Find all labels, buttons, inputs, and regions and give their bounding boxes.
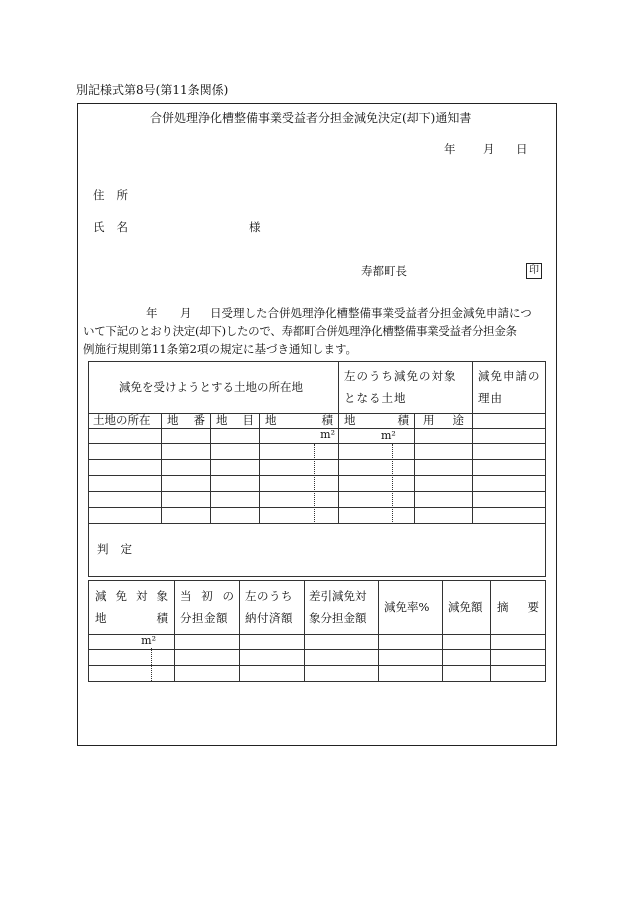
square-meter-unit: m² xyxy=(320,428,335,441)
honorific: 様 xyxy=(249,220,261,234)
table-row xyxy=(89,650,546,666)
year-label: 年 xyxy=(444,142,456,156)
col-lot-number: 地 番 xyxy=(162,414,211,429)
seal-mark: 印 xyxy=(526,263,542,279)
col-net-reduction: 差引減免対 象分担金額 xyxy=(305,581,379,635)
col-target-area: 地 積 xyxy=(339,414,415,429)
col-reason-empty xyxy=(473,414,546,429)
col-paid-amount: 左のうち 納付済額 xyxy=(240,581,305,635)
month-label: 月 xyxy=(483,142,495,156)
form-title: 合併処理浄化槽整備事業受益者分担金減免決定(却下)通知書 xyxy=(150,111,472,125)
target-land-header: 左のうち減免の対象 となる土地 xyxy=(339,362,473,414)
body-line2: いて下記のとおり決定(却下)したので、寿都町合併処理浄化槽整備事業受益者分担金条 xyxy=(83,324,517,338)
name-label: 氏 名 xyxy=(93,220,128,234)
table-row xyxy=(89,492,546,508)
application-table xyxy=(88,361,546,577)
col-initial-amount: 当 初 の 分担金額 xyxy=(175,581,240,635)
col-land-location: 土地の所在 xyxy=(89,414,162,429)
table-row xyxy=(89,429,546,444)
body-line3: 例施行規則第11条第2項の規定に基づき通知します。 xyxy=(83,342,358,356)
address-label: 住 所 xyxy=(93,188,128,202)
col-reduction-rate: 減免率% xyxy=(379,581,443,635)
body-month: 月 xyxy=(180,306,192,320)
day-label: 日 xyxy=(516,142,528,156)
body-year: 年 xyxy=(146,306,158,320)
table-row xyxy=(89,666,546,682)
square-meter-unit: m² xyxy=(381,429,396,442)
form-number: 別記様式第8号(第11条関係) xyxy=(76,83,229,97)
col-reduction-area: 減 免 対 象 地 積 xyxy=(89,581,175,635)
body-line1: 日受理した合併処理浄化槽整備事業受益者分担金減免申請につ xyxy=(210,306,532,320)
target-area-unit-cell xyxy=(339,429,415,444)
reduction-table xyxy=(88,580,546,682)
table-row xyxy=(89,635,546,650)
judgment-label: 判 定 xyxy=(89,524,546,577)
area-unit-cell xyxy=(260,429,339,444)
land-location-header: 減免を受けようとする土地の所在地 xyxy=(89,362,339,414)
table-row xyxy=(89,460,546,476)
area-dotted-line xyxy=(314,444,315,524)
issuer: 寿都町長 xyxy=(361,264,407,278)
square-meter-unit: m² xyxy=(141,634,156,647)
target-area-dotted-line xyxy=(392,444,393,524)
col-reduction-amount: 減免額 xyxy=(443,581,491,635)
col-area: 地 積 xyxy=(260,414,339,429)
table-row xyxy=(89,444,546,460)
col-land-category: 地 目 xyxy=(211,414,260,429)
reduction-area-dotted-line xyxy=(151,648,152,681)
reduction-area-unit-cell xyxy=(89,635,175,650)
table-row xyxy=(89,508,546,524)
col-usage: 用 途 xyxy=(415,414,473,429)
table-row xyxy=(89,476,546,492)
reason-header: 減免申請の 理由 xyxy=(473,362,546,414)
col-remarks: 摘 要 xyxy=(491,581,546,635)
